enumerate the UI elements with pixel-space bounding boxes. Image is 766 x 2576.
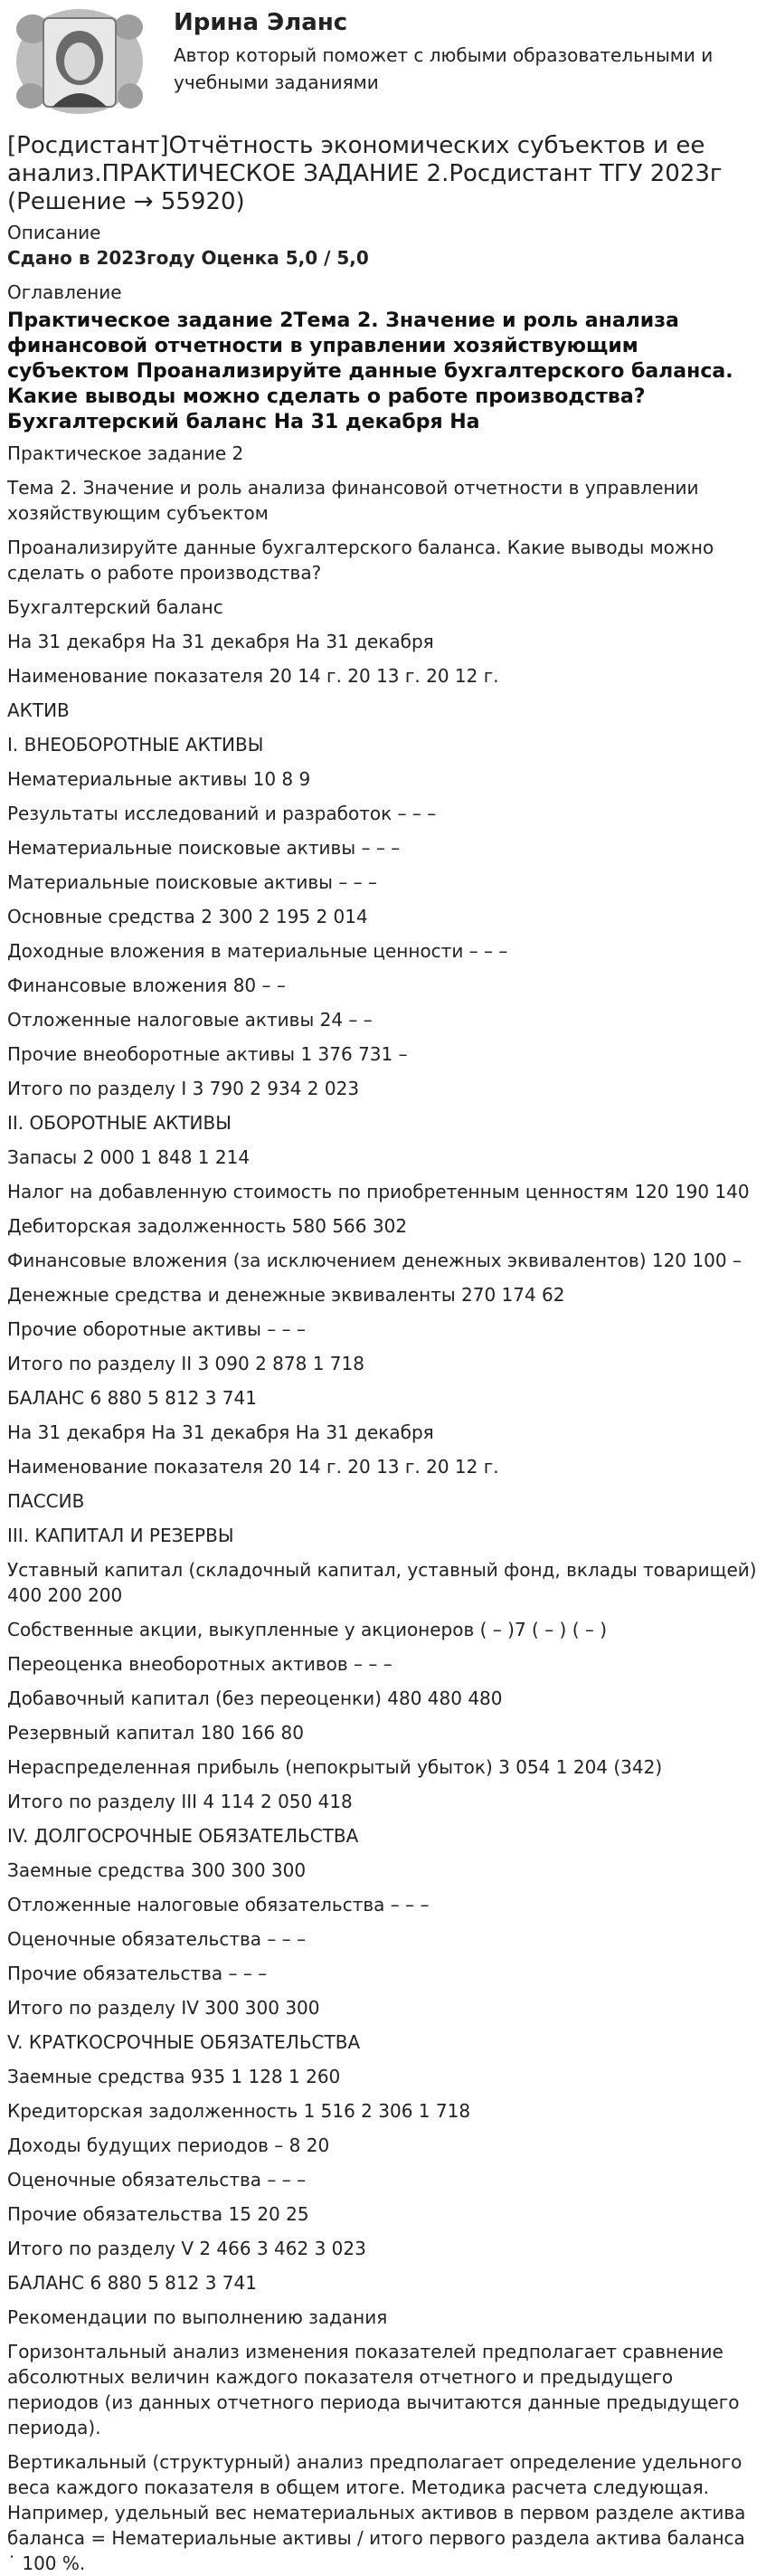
body-paragraph: Материальные поисковые активы – – –	[7, 871, 378, 893]
body-paragraph: I. ВНЕОБОРОТНЫЕ АКТИВЫ	[7, 734, 264, 756]
body-paragraph: Собственные акции, выкупленные у акционеров ( – )7 ( – ) ( – )	[7, 1619, 608, 1640]
body-paragraph: Тема 2. Значение и роль анализа финансовой отчетности в управлении хозяйствующим субъектом	[7, 477, 699, 524]
body-paragraph: Денежные средства и денежные эквиваленты 270 174 62	[7, 1284, 565, 1306]
body-paragraph: Результаты исследований и разработок – – –	[7, 803, 437, 824]
body-paragraph: III. КАПИТАЛ И РЕЗЕРВЫ	[7, 1525, 234, 1546]
body-paragraph: Бухгалтерский баланс	[7, 596, 223, 618]
body-paragraph: Доходные вложения в материальные ценности – – –	[7, 940, 508, 962]
body-paragraph: Итого по разделу I 3 790 2 934 2 023	[7, 1078, 360, 1099]
body-paragraph: Итого по разделу II 3 090 2 878 1 718	[7, 1353, 364, 1374]
body-paragraph: Дебиторская задолженность 580 566 302	[7, 1215, 408, 1237]
body-paragraph: Прочие обязательства – – –	[7, 1963, 268, 1984]
body-paragraph: Заемные средства 300 300 300	[7, 1859, 307, 1881]
description-label: Описание	[7, 222, 101, 243]
body-paragraph: Основные средства 2 300 2 195 2 014	[7, 906, 368, 927]
body-paragraph: Доходы будущих периодов – 8 20	[7, 2134, 330, 2156]
body-paragraph: Налог на добавленную стоимость по приобретенным ценностям 120 190 140	[7, 1181, 750, 1202]
body-paragraph: Итого по разделу III 4 114 2 050 418	[7, 1791, 353, 1812]
author-description: Автор который поможет с любыми образовательными и учебными заданиями	[174, 44, 714, 93]
body-paragraph: Отложенные налоговые обязательства – – –	[7, 1894, 430, 1915]
body-paragraph: Итого по разделу V 2 466 3 462 3 023	[7, 2238, 366, 2259]
body-paragraph: Финансовые вложения 80 – –	[7, 974, 286, 996]
body-paragraph: Практическое задание 2	[7, 442, 244, 464]
body-paragraph: Нематериальные активы 10 8 9	[7, 768, 311, 790]
body-paragraph: Переоценка внеоборотных активов – – –	[7, 1653, 392, 1675]
body-paragraph: Добавочный капитал (без переоценки) 480 480 480	[7, 1687, 503, 1709]
body-paragraph: Проанализируйте данные бухгалтерского баланса. Какие выводы можно сделать о работе производства?	[7, 537, 714, 584]
body-paragraph: Оценочные обязательства – – –	[7, 2169, 307, 2191]
body-paragraph: На 31 декабря На 31 декабря На 31 декабря	[7, 631, 434, 652]
body-paragraph: Прочие оборотные активы – – –	[7, 1318, 306, 1340]
body-paragraph: Уставный капитал (складочный капитал, уставный фонд, вклады товарищей) 400 200 200	[7, 1559, 757, 1606]
body-paragraph: Отложенные налоговые активы 24 – –	[7, 1009, 373, 1031]
body-paragraph: Итого по разделу IV 300 300 300	[7, 1997, 320, 2019]
body-paragraph: Кредиторская задолженность 1 516 2 306 1 718	[7, 2100, 471, 2122]
toc-heading: Практическое задание 2Тема 2. Значение и роль анализа финансовой отчетности в управлении хозяйствующим субъектом Проанализируйте данные бухгалтерского баланса. Какие выводы можно сделать о работе производства?Бухгалтерский баланс На 31 декабря На	[7, 309, 733, 433]
body-paragraph: Горизонтальный анализ изменения показателей предполагает сравнение абсолютных величин каждого показателя отчетного и предыдущего периодов (из данных отчетного периода вычитаются данные предыдущего периода).	[7, 2341, 740, 2438]
body-paragraph: БАЛАНС 6 880 5 812 3 741	[7, 1387, 257, 1409]
body-paragraph: Оценочные обязательства – – –	[7, 1928, 307, 1950]
body-paragraph: V. КРАТКОСРОЧНЫЕ ОБЯЗАТЕЛЬСТВА	[7, 2031, 361, 2053]
body-paragraph: АКТИВ	[7, 699, 70, 721]
body-paragraph: Вертикальный (структурный) анализ предполагает определение удельного веса каждого показателя в общем итоге. Методика расчета следующая. Например, удельный вес нематериальных активов в первом разделе актива баланса = Нематериальные активы / итого первого раздела актива баланса ˙ 100 %.	[7, 2451, 746, 2574]
body-paragraph: Рекомендации по выполнению задания	[7, 2306, 388, 2328]
body-paragraph: Прочие внеоборотные активы 1 376 731 –	[7, 1043, 408, 1065]
body-paragraph: Резервный капитал 180 166 80	[7, 1722, 304, 1744]
body-paragraph: ПАССИВ	[7, 1490, 85, 1512]
author-name[interactable]: Ирина Эланс	[174, 9, 348, 36]
body-paragraph: Прочие обязательства 15 20 25	[7, 2203, 309, 2225]
body-paragraph: Нематериальные поисковые активы – – –	[7, 837, 401, 859]
body-paragraph: IV. ДОЛГОСРОЧНЫЕ ОБЯЗАТЕЛЬСТВА	[7, 1825, 359, 1847]
body-paragraph: Нераспределенная прибыль (непокрытый убыток) 3 054 1 204 (342)	[7, 1756, 663, 1778]
body-paragraph: Финансовые вложения (за исключением денежных эквивалентов) 120 100 –	[7, 1250, 742, 1271]
document-body	[7, 441, 759, 2576]
body-paragraph: II. ОБОРОТНЫЕ АКТИВЫ	[7, 1112, 232, 1134]
body-paragraph: На 31 декабря На 31 декабря На 31 декабря	[7, 1421, 434, 1443]
document-title: [Росдистант]Отчётность экономических субъектов и ее анализ.ПРАКТИЧЕСКОЕ ЗАДАНИЕ 2.Росдистант ТГУ 2023г (Решение → 55920)	[7, 132, 723, 215]
submission-status: Сдано в 2023году Оценка 5,0 / 5,0	[7, 247, 369, 269]
author-avatar[interactable]	[13, 5, 147, 118]
toc-label: Оглавление	[7, 281, 122, 303]
body-paragraph: Запасы 2 000 1 848 1 214	[7, 1146, 251, 1168]
body-paragraph: Наименование показателя 20 14 г. 20 13 г. 20 12 г.	[7, 665, 499, 687]
body-paragraph: БАЛАНС 6 880 5 812 3 741	[7, 2272, 257, 2294]
author-card	[7, 0, 759, 127]
body-paragraph: Наименование показателя 20 14 г. 20 13 г. 20 12 г.	[7, 1456, 499, 1478]
body-paragraph: Заемные средства 935 1 128 1 260	[7, 2066, 341, 2087]
